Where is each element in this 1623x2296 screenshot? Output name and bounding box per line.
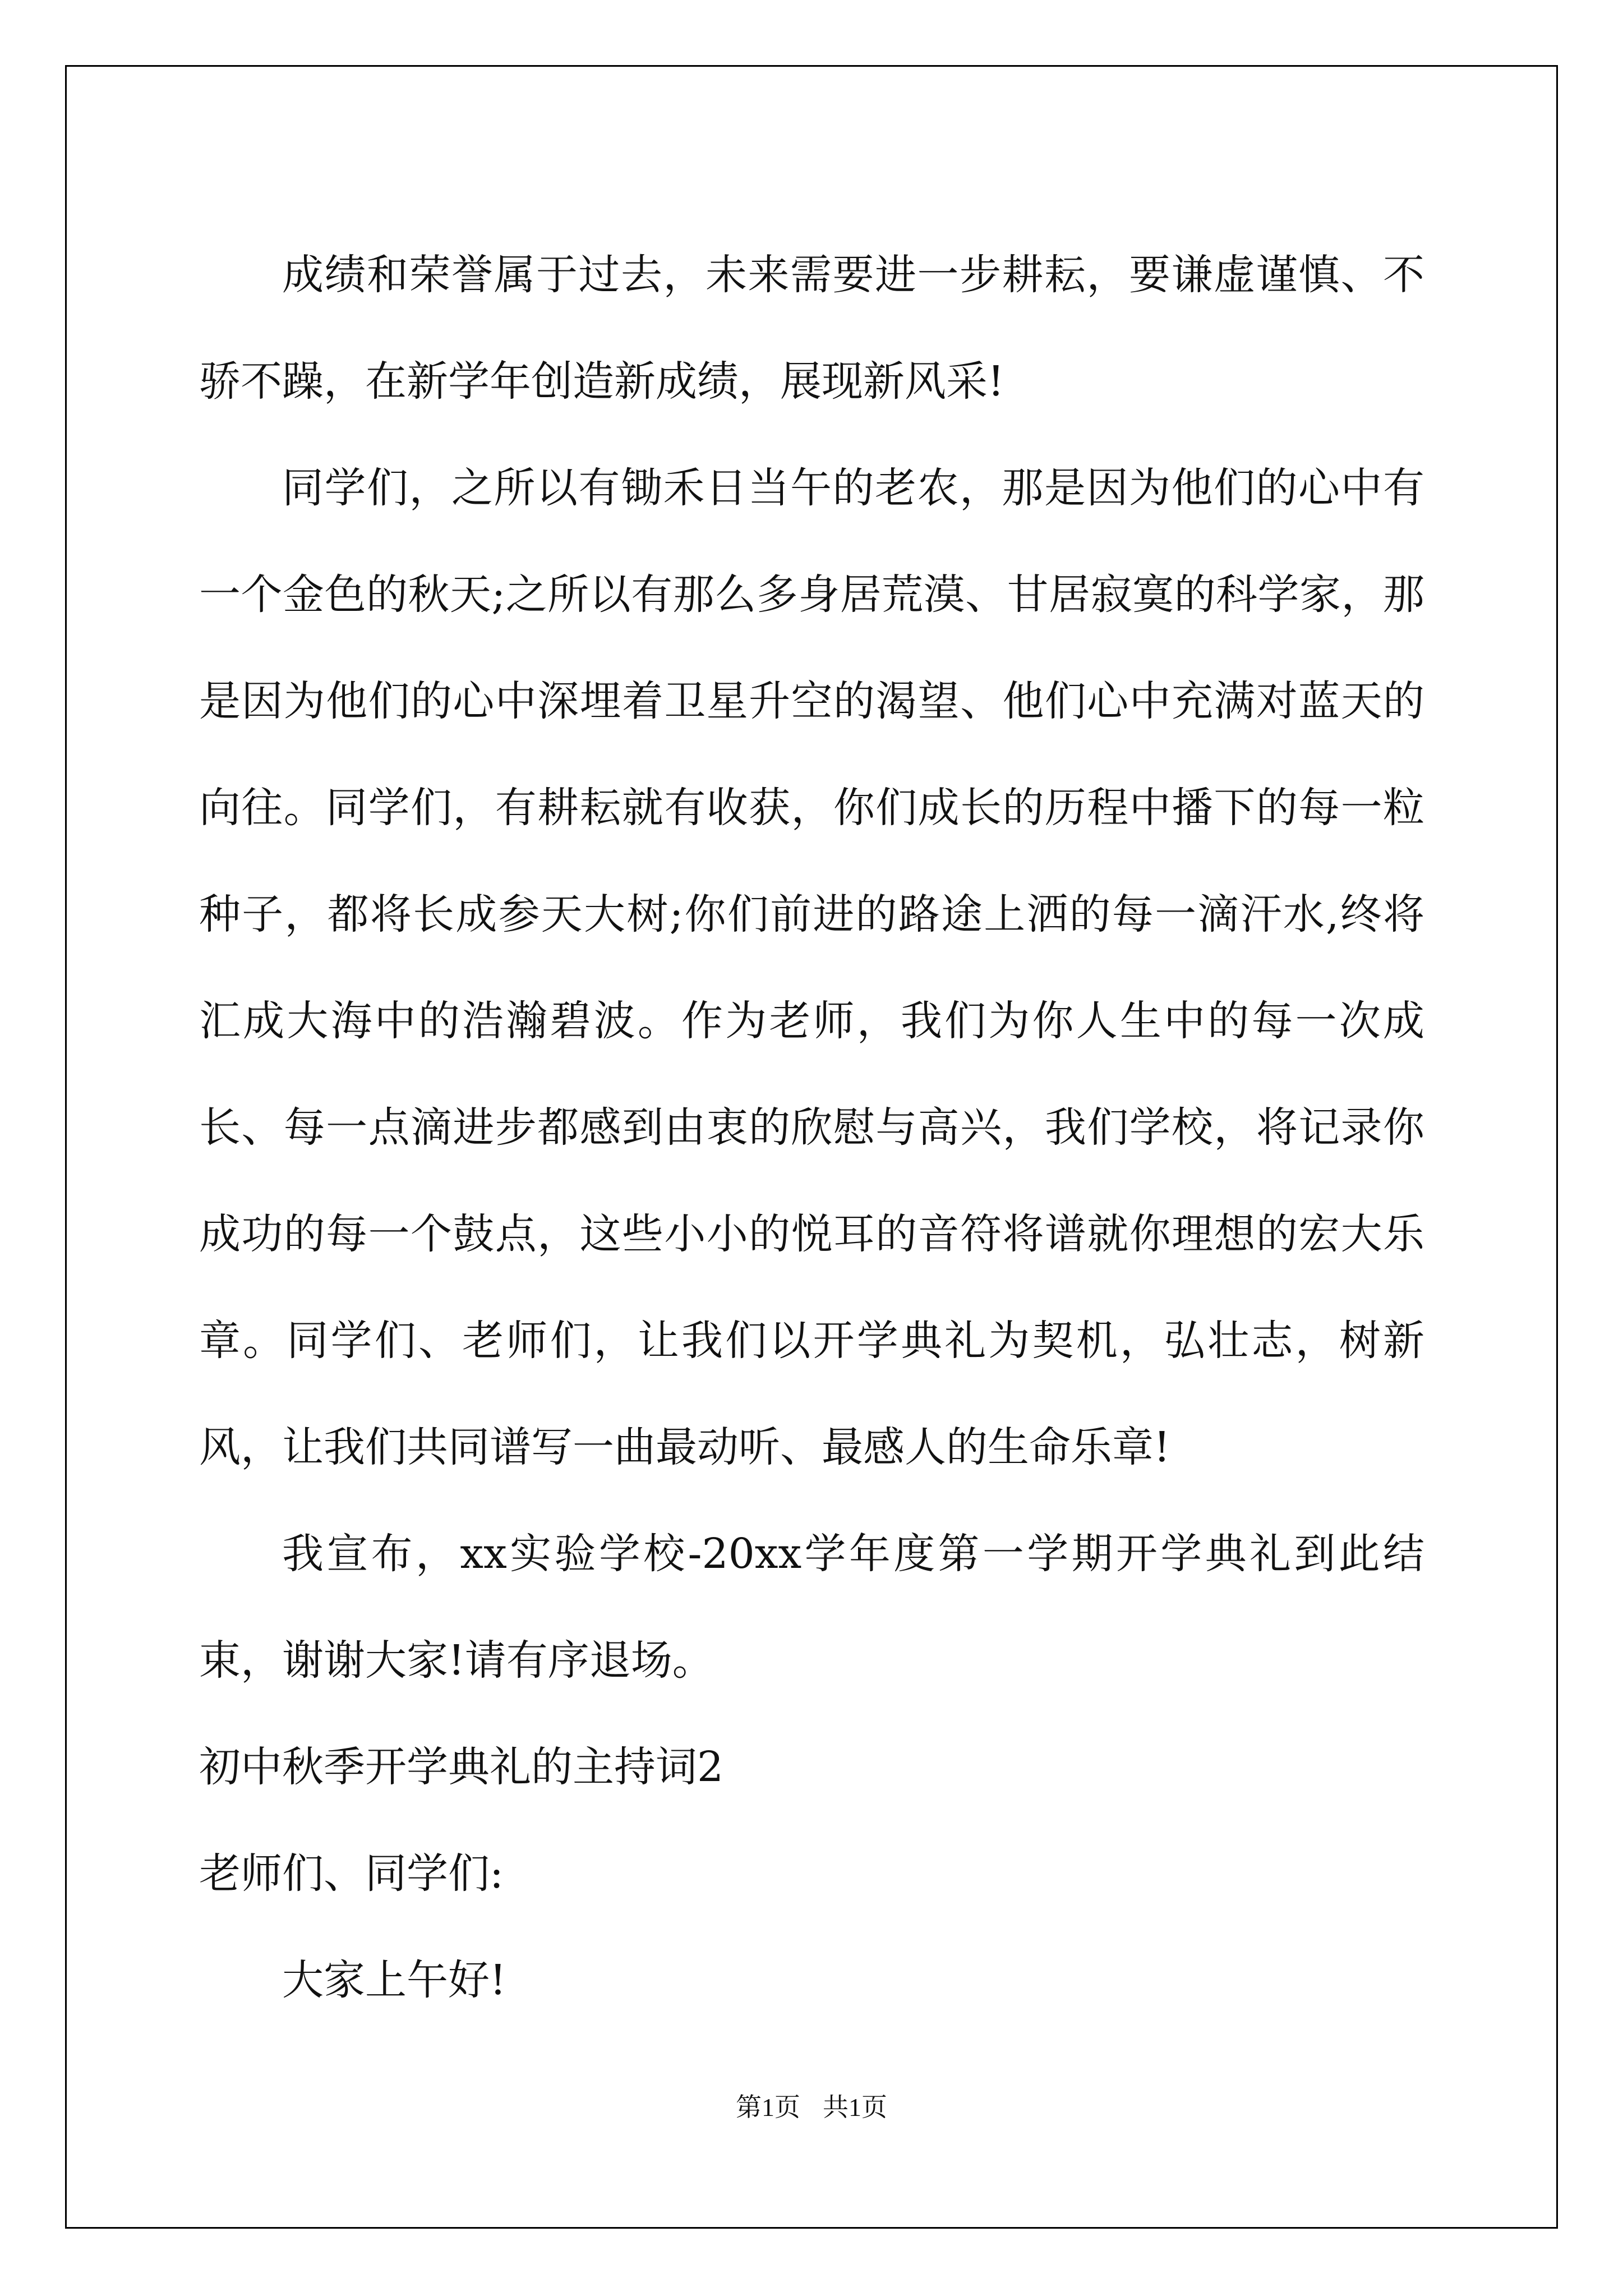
page-total: 共1页 [823, 2093, 887, 2122]
paragraph-achievements: 成绩和荣誉属于过去，未来需要进一步耕耘，要谦虚谨慎、不骄不躁，在新学年创造新成绩，展现新风采! [199, 251, 1424, 406]
section-heading: 初中秋季开学典礼的主持词2 [199, 1743, 724, 1791]
page-number: 第1页 [736, 2093, 800, 2122]
document-body [199, 222, 1424, 2033]
paragraph-students-speech: 同学们，之所以有锄禾日当午的老农，那是因为他们的心中有一个金色的秋天;之所以有那么多身居荒漠、甘居寂寞的科学家，那是因为他们的心中深埋着卫星升空的渴望、他们心中充满对蓝天的向往。同学们，有耕耘就有收获，你们成长的历程中播下的每一粒种子，都将长成参天大树;你们前进的路途上洒的每一滴汗水,终将汇成大海中的浩瀚碧波。作为老师，我们为你人生中的每一次成长、每一点滴进步都感到由衷的欣慰与高兴，我们学校，将记录你成功的每一个鼓点，这些小小的悦耳的音符将谱就你理想的宏大乐章。同学们、老师们，让我们以开学典礼为契机，弘壮志，树新风，让我们共同谱写一曲最动听、最感人的生命乐章! [199, 464, 1424, 1471]
greeting: 大家上午好! [282, 1956, 506, 2004]
paragraph-announcement: 我宣布，xx实验学校-20xx学年度第一学期开学典礼到此结束，谢谢大家!请有序退场。 [199, 1530, 1424, 1685]
salutation: 老师们、同学们: [199, 1849, 504, 1898]
page-footer [0, 2087, 1623, 2124]
